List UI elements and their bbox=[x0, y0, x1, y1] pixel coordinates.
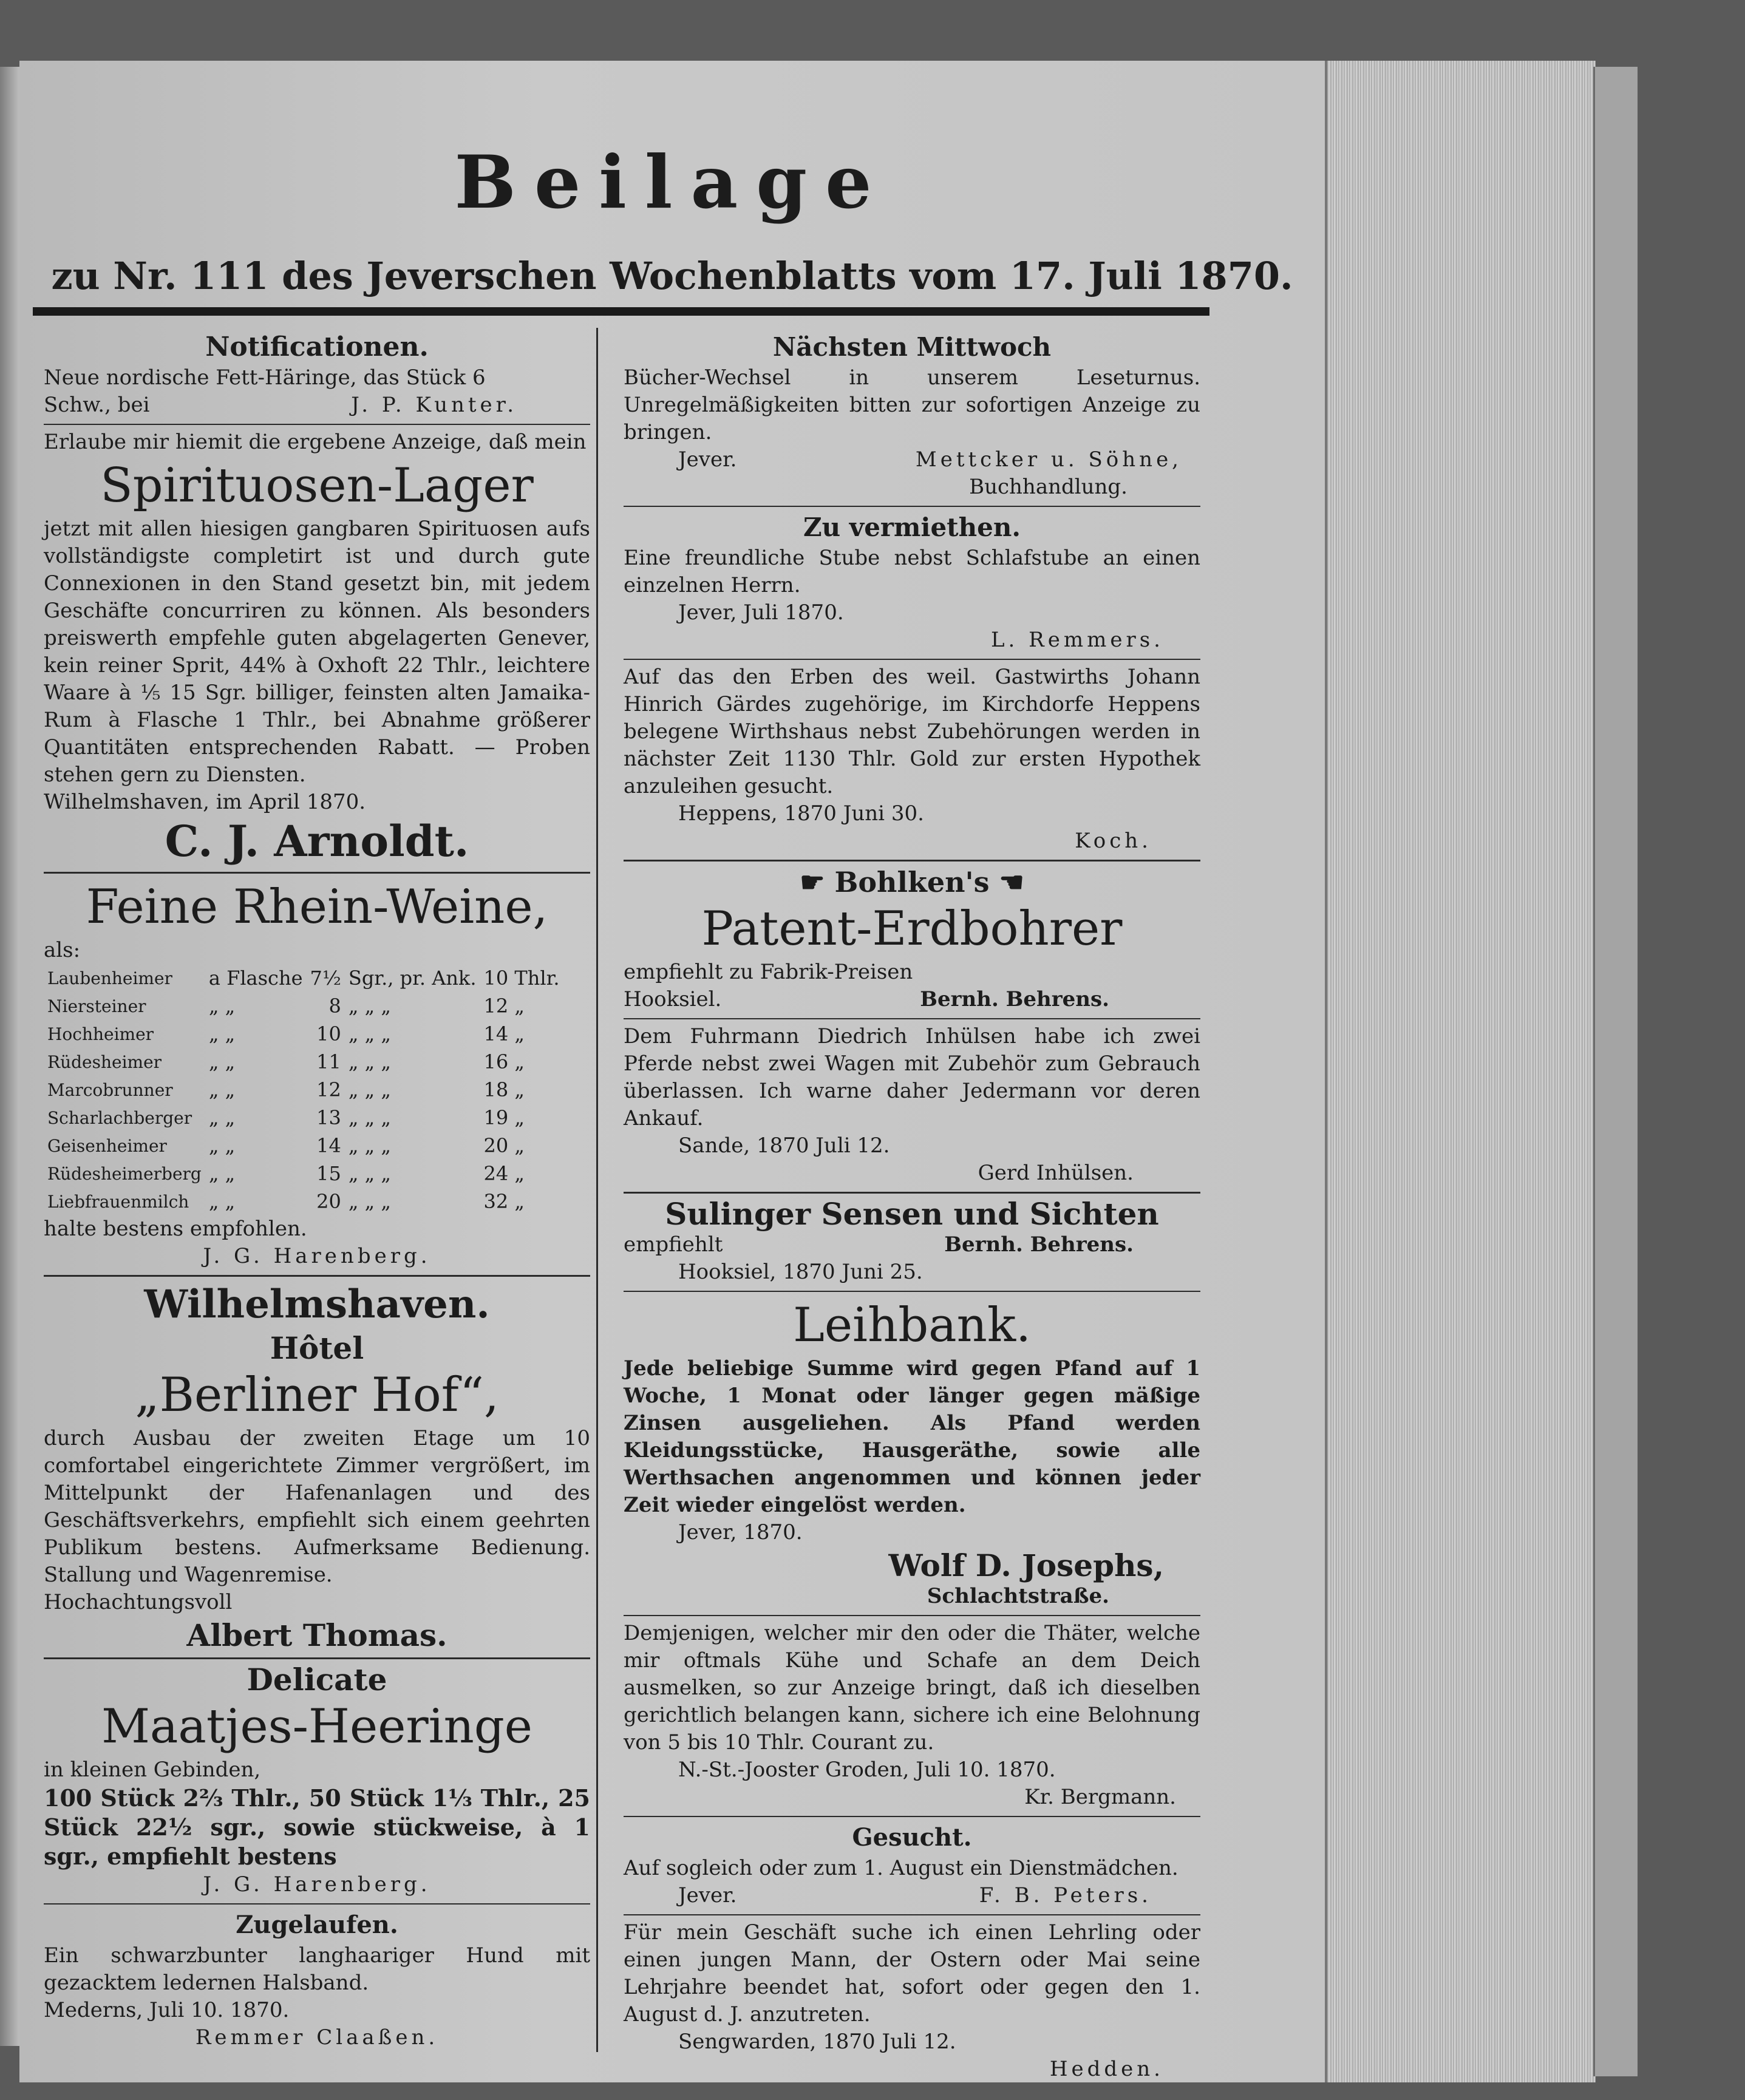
ad-place-date: Hooksiel, 1870 Juni 25. bbox=[678, 1260, 923, 1284]
price-thlr: 10 Thlr. bbox=[483, 967, 560, 990]
ad-text: Bücher-Wechsel in unserem Leseturnus. Unregelmäßigkeiten bitten zur sofortigen Anzeige zu bringen. bbox=[624, 365, 1200, 444]
ad-subheading: empfiehlt zu Fabrik-Preisen bbox=[624, 960, 913, 984]
divider bbox=[624, 1192, 1200, 1194]
ad-heading: Sulinger Sensen und Sichten bbox=[665, 1196, 1159, 1232]
ad-place: Jever. bbox=[678, 447, 737, 472]
price-thlr: 24 „ bbox=[483, 1162, 525, 1185]
unit: „ „ bbox=[208, 1050, 236, 1073]
unit: „ „ „ bbox=[348, 1106, 391, 1129]
ad-text: Neue nordische Fett-Häringe, das Stück 6 bbox=[44, 365, 486, 390]
ad-heading: Nächsten Mittwoch bbox=[772, 332, 1052, 362]
ad-place-date: Sande, 1870 Juli 12. bbox=[678, 1133, 890, 1158]
ad-place-date: Mederns, Juli 10. 1870. bbox=[44, 1998, 290, 2022]
ad-place: Jever. bbox=[678, 1883, 737, 1908]
price-sgr: 13 bbox=[316, 1106, 341, 1129]
table-row bbox=[44, 1160, 563, 1188]
ad-signature: Bernh. Behrens. bbox=[920, 987, 1109, 1011]
ad-mortgage bbox=[624, 664, 1200, 855]
left-column bbox=[44, 328, 590, 2051]
masthead-rule bbox=[33, 307, 1209, 316]
ad-heading: Notificationen. bbox=[205, 331, 429, 362]
divider bbox=[44, 1657, 590, 1659]
ad-text: Jede beliebige Summe wird gegen Pfand auf 1 Woche, 1 Monat oder länger gegen mäßige Zinsen ausgeliehen. Als Pfand werden Kleidungsstücke, Hausgeräthe, sowie alle Werthsachen angenommen und können jeder Zeit wieder eingelöst werden. bbox=[624, 1356, 1200, 1517]
price-thlr: 18 „ bbox=[483, 1078, 525, 1101]
ad-place-date: Jever, Juli 1870. bbox=[678, 600, 844, 625]
ad-text: halte bestens empfohlen. bbox=[44, 1217, 307, 1241]
unit: „ „ „ bbox=[348, 994, 391, 1018]
unit: „ „ „ bbox=[348, 1134, 391, 1157]
ad-heading: „Berliner Hof“, bbox=[135, 1368, 499, 1422]
ad-signature: J. G. Harenberg. bbox=[203, 1872, 431, 1897]
ad-signature: Albert Thomas. bbox=[186, 1617, 447, 1653]
ad-subheading: in kleinen Gebinden, bbox=[44, 1758, 261, 1782]
book-cover bbox=[1593, 67, 1638, 2076]
price-thlr: 14 „ bbox=[483, 1022, 525, 1045]
ad-library bbox=[624, 330, 1200, 501]
divider bbox=[44, 1903, 590, 1905]
unit: „ „ bbox=[208, 1022, 236, 1045]
ad-earth-drill bbox=[624, 865, 1200, 1013]
divider bbox=[624, 1816, 1200, 1817]
ad-heading: Zugelaufen. bbox=[236, 1911, 398, 1939]
ad-heading: Feine Rhein-Weine, bbox=[86, 880, 548, 934]
wine-name: Liebfrauenmilch bbox=[47, 1191, 189, 1212]
ad-text: Dem Fuhrmann Diedrich Inhülsen habe ich zwei Pferde nebst zwei Wagen mit Zubehör zum Gebrauch überlassen. Ich warne daher Jedermann vor deren Ankauf. bbox=[624, 1024, 1200, 1130]
price-sgr: 7½ bbox=[310, 967, 341, 990]
price-thlr: 19 „ bbox=[483, 1106, 525, 1129]
ad-rhine-wines bbox=[44, 877, 590, 1270]
ad-spirits bbox=[44, 429, 590, 867]
ad-hotel bbox=[44, 1280, 590, 1653]
ad-place-date: Sengwarden, 1870 Juli 12. bbox=[678, 2030, 956, 2054]
ad-heading: Gesucht. bbox=[852, 1823, 972, 1852]
ad-signature: Wolf D. Josephs, bbox=[888, 1548, 1164, 1583]
price-sgr: 12 bbox=[316, 1078, 341, 1101]
table-row bbox=[44, 1020, 563, 1048]
table-row bbox=[44, 1048, 563, 1076]
ad-text: Auf das den Erben des weil. Gastwirths Johann Hinrich Gärdes zugehörige, im Kirchdorfe Heppens belegene Wirthshaus nebst Zubehörungen werden in nächster Zeit 1130 Thlr. Gold zur ersten Hypothek anzuleihen gesucht. bbox=[624, 665, 1200, 798]
ad-heading: Leihbank. bbox=[793, 1298, 1031, 1353]
divider bbox=[624, 506, 1200, 507]
divider bbox=[624, 1914, 1200, 1915]
ad-signature: Koch. bbox=[1075, 829, 1152, 853]
wine-name: Niersteiner bbox=[47, 996, 146, 1016]
price-sgr: 10 bbox=[316, 1022, 341, 1045]
table-row bbox=[44, 1188, 563, 1215]
ad-text: Für mein Geschäft suche ich einen Lehrling oder einen jungen Mann, der Ostern oder Mai seine Lehrjahre beendet hat, sofort oder gegen den 1. August d. J. anzutreten. bbox=[624, 1920, 1200, 2027]
ad-preheading: Bohlken's bbox=[834, 866, 990, 899]
ad-text: Eine freundliche Stube nebst Schlafstube an einen einzelnen Herrn. bbox=[624, 546, 1200, 597]
unit: „ „ „ bbox=[348, 1050, 391, 1073]
divider bbox=[624, 659, 1200, 660]
ad-signature: Mettcker u. Söhne, bbox=[915, 447, 1182, 472]
masthead-title: Beilage bbox=[454, 140, 890, 225]
price-thlr: 16 „ bbox=[483, 1050, 525, 1073]
unit: „ „ bbox=[208, 1134, 236, 1157]
ad-text: 100 Stück 2⅔ Thlr., 50 Stück 1⅓ Thlr., 25 Stück 22½ sgr., sowie stückweise, à 1 sgr., empfiehlt bestens bbox=[44, 1784, 590, 1870]
divider bbox=[624, 1291, 1200, 1292]
right-column bbox=[624, 328, 1200, 2083]
column-divider bbox=[596, 328, 598, 2052]
ad-herring bbox=[44, 1663, 590, 1898]
unit: „ „ „ bbox=[348, 1022, 391, 1045]
ad-scythes bbox=[624, 1197, 1200, 1286]
wine-name: Hochheimer bbox=[47, 1024, 154, 1044]
ad-found-dog bbox=[44, 1908, 590, 2051]
ad-signature-line2: Schlachtstraße. bbox=[927, 1584, 1109, 1608]
ad-warning-horses bbox=[624, 1023, 1200, 1187]
divider bbox=[44, 424, 590, 425]
ad-text: jetzt mit allen hiesigen gangbaren Spirituosen aufs vollständigste completirt ist und durch gute Connexionen in den Stand gesetzt bin, mit jedem Geschäfte concurriren zu können. Als besonders preiswerth empfehle guten abgelagerten Genever, kein reiner Sprit, 44% à Oxhoft 22 Thlr., leichtere Waare à ⅕ 15 Sgr. billiger, feinsten alten Jamaika-Rum à Flasche 1 Thlr., bei Abnahme größerer Quantitäten entsprechenden Rabatt. — Proben stehen gern zu Diensten. bbox=[44, 517, 590, 787]
ad-text: durch Ausbau der zweiten Etage um 10 comfortabel eingerichtete Zimmer vergrößert, im Mittelpunkt der Hafenanlagen und des Geschäftsverkehrs, empfiehlt sich einem geehrten Publikum bestens. Aufmerksame Bedienung. Stallung und Wagenremise. bbox=[44, 1426, 590, 1587]
ad-signature-line2: Buchhandlung. bbox=[969, 475, 1128, 499]
wine-name: Rüdesheimerberg bbox=[47, 1163, 202, 1184]
wine-name: Scharlachberger bbox=[47, 1107, 192, 1128]
wine-name: Rüdesheimer bbox=[47, 1052, 162, 1072]
unit: „ „ bbox=[208, 1106, 236, 1129]
unit: „ „ „ bbox=[348, 1078, 391, 1101]
unit: a Flasche bbox=[208, 967, 303, 990]
ad-city: Wilhelmshaven. bbox=[144, 1282, 490, 1327]
ad-signature: F. B. Peters. bbox=[979, 1883, 1152, 1908]
ad-place-date: Heppens, 1870 Juni 30. bbox=[678, 801, 924, 826]
price-sgr: 11 bbox=[316, 1050, 341, 1073]
ad-signature: J. P. Kunter. bbox=[351, 393, 517, 417]
divider bbox=[44, 872, 590, 874]
ad-signature: Hedden. bbox=[1049, 2057, 1164, 2081]
price-sgr: 14 bbox=[316, 1134, 341, 1157]
ad-reward bbox=[624, 1620, 1200, 1811]
book-page-edges bbox=[1325, 61, 1596, 2082]
price-sgr: 20 bbox=[316, 1190, 341, 1213]
ad-preheading: Delicate bbox=[247, 1662, 387, 1697]
ad-signature: Gerd Inhülsen. bbox=[978, 1161, 1134, 1185]
table-row bbox=[44, 992, 563, 1020]
table-row bbox=[44, 1132, 563, 1160]
table-row bbox=[44, 1104, 563, 1132]
ad-signature: J. G. Harenberg. bbox=[203, 1244, 431, 1268]
ad-signature: Remmer Claaßen. bbox=[195, 2025, 439, 2050]
pointing-hand-icon: ☛ bbox=[800, 866, 835, 899]
wine-name: Marcobrunner bbox=[47, 1079, 173, 1100]
price-thlr: 32 „ bbox=[483, 1190, 525, 1213]
ad-text: Demjenigen, welcher mir den oder die Thäter, welche mir oftmals Kühe und Schafe an dem Deich ausmelken, so zur Anzeige bringt, daß ich dieselben gerichtlich belangen kann, sichere ich eine Belohnung von 5 bis 10 Thlr. Courant zu. bbox=[624, 1621, 1200, 1755]
price-thlr: 20 „ bbox=[483, 1134, 525, 1157]
ad-heading: Maatjes-Heeringe bbox=[101, 1699, 532, 1754]
masthead-subtitle: zu Nr. 111 des Jeverschen Wochenblatts vom 17. Juli 1870. bbox=[51, 254, 1293, 298]
ad-heading: Spirituosen-Lager bbox=[100, 458, 534, 513]
unit: „ „ bbox=[208, 994, 236, 1018]
unit: „ „ „ bbox=[348, 1190, 391, 1213]
price-thlr: 12 „ bbox=[483, 994, 525, 1018]
newspaper-page bbox=[19, 61, 1325, 2082]
ad-text: Ein schwarzbunter langhaariger Hund mit gezacktem ledernen Halsband. bbox=[44, 1943, 590, 1995]
ad-place-date: Wilhelmshaven, im April 1870. bbox=[44, 790, 366, 814]
ad-heading: Patent-Erdbohrer bbox=[701, 902, 1123, 956]
ad-signature: L. Remmers. bbox=[990, 628, 1164, 652]
ad-subheading: als: bbox=[44, 938, 81, 962]
ad-text: Schw., bei bbox=[44, 393, 150, 417]
ad-for-rent bbox=[624, 511, 1200, 654]
wine-name: Geisenheimer bbox=[47, 1135, 167, 1156]
table-row bbox=[44, 964, 563, 992]
pointing-hand-left-icon: ☚ bbox=[989, 866, 1024, 899]
unit: „ „ bbox=[208, 1078, 236, 1101]
divider bbox=[624, 860, 1200, 861]
ad-closing: Hochachtungsvoll bbox=[44, 1590, 233, 1614]
unit: Sgr., pr. Ank. bbox=[348, 967, 477, 990]
price-sgr: 8 bbox=[328, 994, 341, 1018]
divider bbox=[624, 1615, 1200, 1616]
price-sgr: 15 bbox=[316, 1162, 341, 1185]
table-row bbox=[44, 1076, 563, 1104]
ad-signature: Bernh. Behrens. bbox=[944, 1232, 1134, 1257]
ad-signature: Kr. Bergmann. bbox=[1024, 1785, 1176, 1809]
ad-heading: Zu vermiethen. bbox=[803, 512, 1021, 542]
unit: „ „ bbox=[208, 1162, 236, 1185]
ad-text: Auf sogleich oder zum 1. August ein Dienstmädchen. bbox=[624, 1856, 1179, 1880]
unit: „ „ „ bbox=[348, 1162, 391, 1185]
divider bbox=[624, 1018, 1200, 1019]
ad-apprentice bbox=[624, 1919, 1200, 2083]
ad-subheading: Hôtel bbox=[270, 1330, 364, 1366]
ad-pawn-bank bbox=[624, 1296, 1200, 1610]
ad-intro: Erlaube mir hiemit die ergebene Anzeige, daß mein bbox=[44, 430, 587, 454]
ad-wanted-maid bbox=[624, 1821, 1200, 1909]
ad-notifications bbox=[44, 330, 590, 419]
wine-name: Laubenheimer bbox=[47, 968, 172, 988]
divider bbox=[44, 1275, 590, 1277]
ad-place-date: N.-St.-Jooster Groden, Juli 10. 1870. bbox=[678, 1758, 1056, 1782]
previous-page-edge bbox=[0, 67, 19, 2046]
ad-text: empfiehlt bbox=[624, 1232, 723, 1257]
ad-place-date: Jever, 1870. bbox=[678, 1520, 803, 1544]
wine-price-table bbox=[44, 964, 563, 1215]
ad-place: Hooksiel. bbox=[624, 987, 722, 1011]
ad-signature: C. J. Arnoldt. bbox=[165, 816, 469, 866]
unit: „ „ bbox=[208, 1190, 236, 1213]
